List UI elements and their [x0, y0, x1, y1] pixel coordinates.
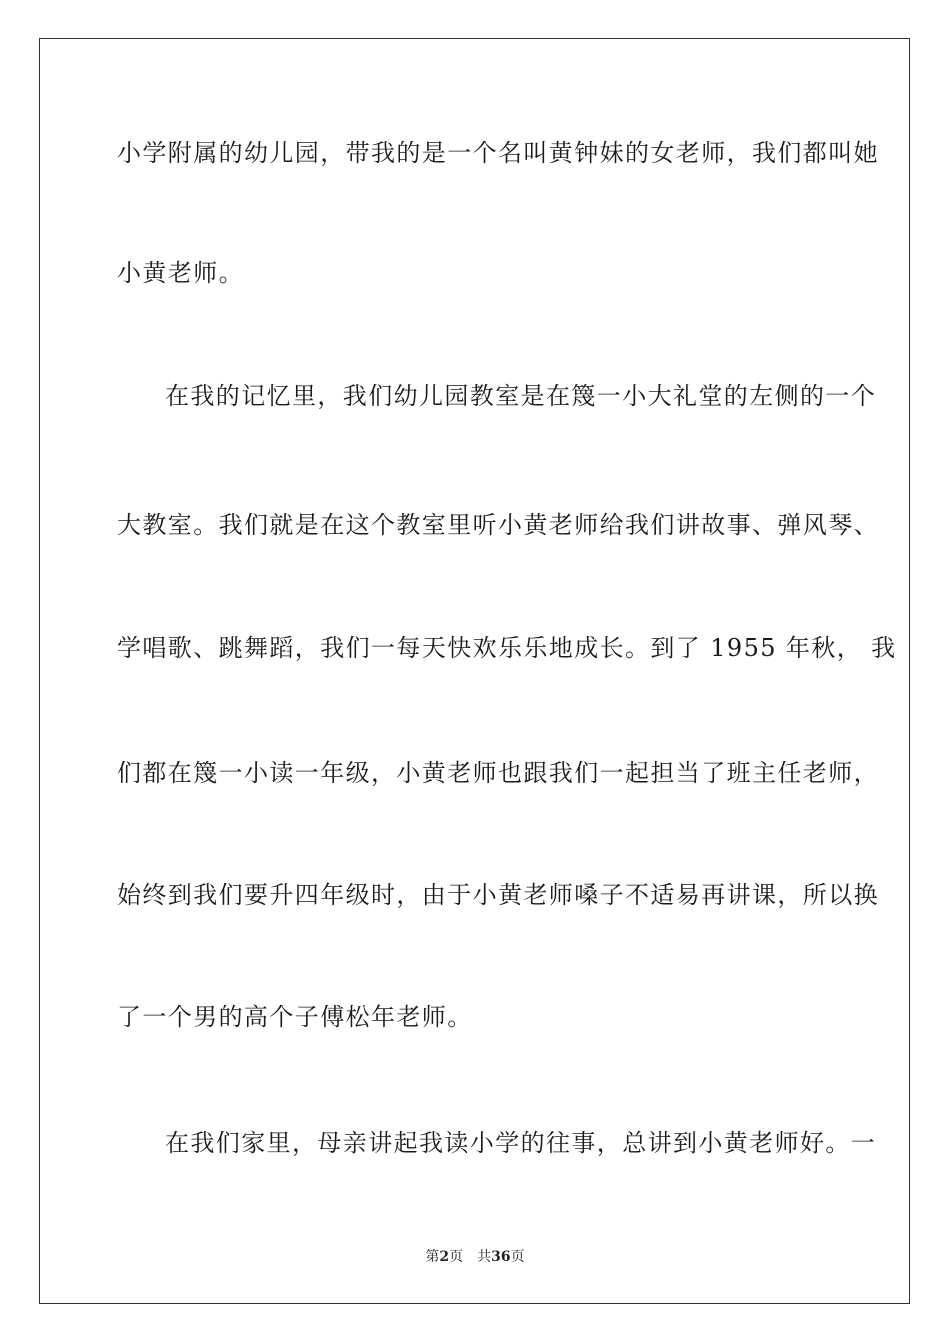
footer-total-prefix: 共: [477, 1249, 492, 1265]
page-footer: [0, 1248, 950, 1266]
text-line-4: 大教室。我们就是在这个教室里听小黄老师给我们讲故事、弹风琴、: [117, 511, 879, 539]
text-line-8: 了一个男的高个子傅松年老师。: [117, 1003, 473, 1031]
footer-page-number: 2: [439, 1249, 450, 1265]
text-line-6: 们都在篾一小读一年级，小黄老师也跟我们一起担当了班主任老师，: [117, 759, 879, 787]
text-line-2: 小黄老师。: [117, 259, 244, 287]
text-line-3: 在我的记忆里，我们幼儿园教室是在篾一小大礼堂的左侧的一个: [165, 382, 877, 410]
page-border: [39, 38, 910, 1304]
footer-total-pages: 36: [491, 1249, 511, 1265]
footer-page-prefix: 第: [425, 1249, 440, 1265]
text-line-7: 始终到我们要升四年级时，由于小黄老师嗓子不适易再讲课，所以换: [117, 881, 879, 909]
footer-page-suffix: 页: [449, 1249, 464, 1265]
text-line-1: 小学附属的幼儿园，带我的是一个名叫黄钟妹的女老师，我们都叫她: [117, 139, 879, 167]
text-line-9: 在我们家里，母亲讲起我读小学的往事，总讲到小黄老师好。一: [165, 1129, 877, 1157]
text-line-5: 学唱歌、跳舞蹈，我们一每天快欢乐乐地成长。到了 1955 年秋， 我: [117, 634, 897, 662]
footer-total-suffix: 页: [510, 1249, 525, 1265]
